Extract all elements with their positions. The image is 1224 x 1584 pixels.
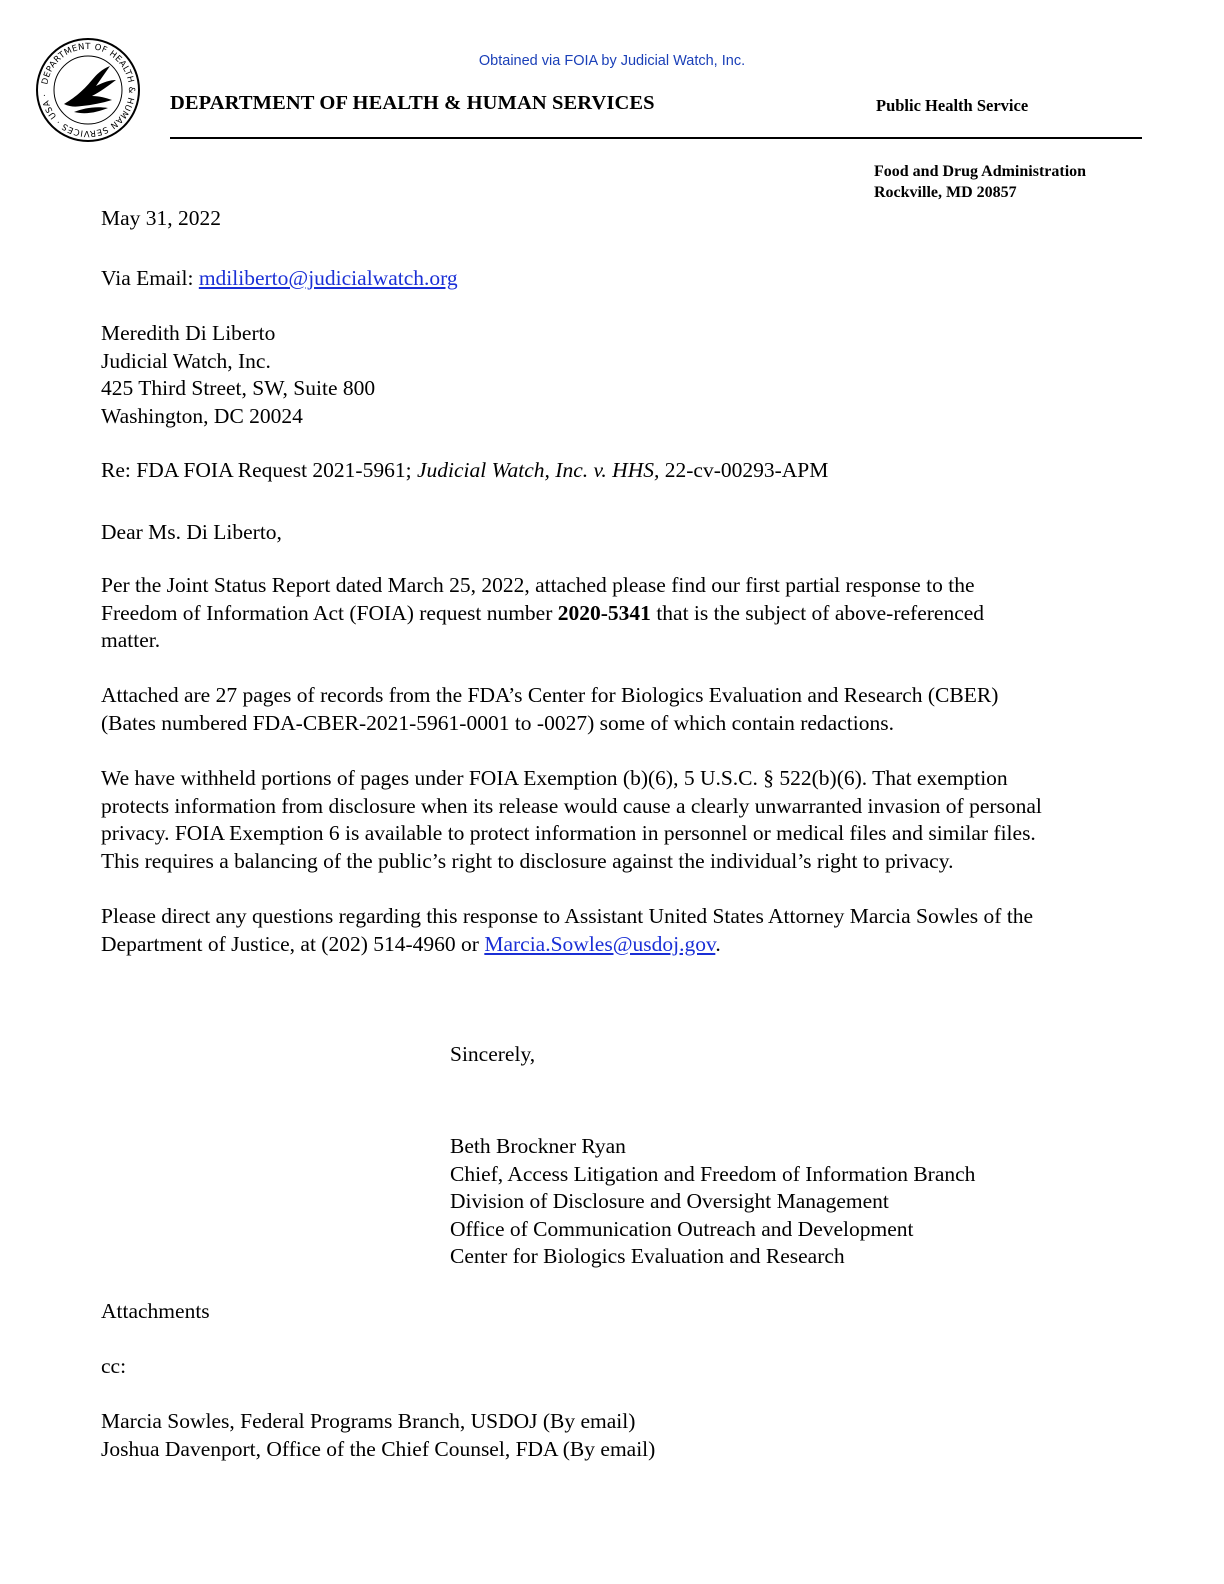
case-name: Judicial Watch, Inc. v. HHS, [416,458,660,482]
subject-line [101,457,1151,485]
subject-prefix: Re: FDA FOIA Request 2021-5961; [101,458,417,482]
paragraph-line: matter. [101,628,161,652]
via-email-line [101,265,1151,293]
case-number: 22-cv-00293-APM [659,458,829,482]
text-run: Department of Justice, at (202) 514-4960 or [101,931,485,956]
agency-city: Rockville, MD 20857 [874,184,1017,201]
recipient-name: Meredith Di Liberto [101,321,276,345]
attachments-label: Attachments [101,1299,210,1323]
signer-office: Office of Communication Outreach and Development [450,1216,914,1241]
via-email-label: Via Email: [101,266,199,290]
cc-label: cc: [101,1354,127,1378]
paragraph-line: privacy. FOIA Exemption 6 is available to protect information in personnel or medical files and similar files. [101,821,1036,845]
paragraph-response [101,572,1151,655]
paragraph-line: This requires a balancing of the public’s right to disclosure against the individual’s right to privacy. [101,848,954,873]
letter-date: May 31, 2022 [101,206,222,230]
paragraph-line [101,600,1151,628]
recipient-organization: Judicial Watch, Inc. [101,348,271,373]
paragraph-line: Attached are 27 pages of records from the FDA’s Center for Biologics Evaluation and Research (CBER) [101,683,999,707]
agency-name: Food and Drug Administration [874,163,1087,180]
hhs-seal-logo [34,36,142,144]
cc-list [101,1408,1151,1463]
text-run: . [715,931,721,956]
svg-text:DEPARTMENT OF HEALTH & HUMAN S: DEPARTMENT OF HEALTH & HUMAN SERVICES · USA · [40,41,137,139]
signer-title: Chief, Access Litigation and Freedom of Information Branch [450,1161,976,1186]
closing: Sincerely, [450,1042,536,1066]
paragraph-attachments [101,682,1151,737]
paragraph-contact [101,903,1151,958]
cc-recipient: Joshua Davenport, Office of the Chief Counsel, FDA (By email) [101,1436,656,1461]
paragraph-line [101,931,1151,959]
paragraph-line: We have withheld portions of pages under FOIA Exemption (b)(6), 5 U.S.C. § 522(b)(6). That exemption [101,766,1008,790]
public-health-service-label: Public Health Service [876,96,1029,115]
recipient-email-link[interactable]: mdiliberto@judicialwatch.org [198,266,458,290]
foia-watermark-note: Obtained via FOIA by Judicial Watch, Inc. [478,53,746,69]
cc-recipient: Marcia Sowles, Federal Programs Branch, USDOJ (By email) [101,1409,636,1433]
request-number: 2020-5341 [557,600,651,625]
text-run: that is the subject of above-referenced [650,600,985,625]
paragraph-line: (Bates numbered FDA-CBER-2021-5961-0001 to -0027) some of which contain redactions. [101,710,894,735]
signer-division: Division of Disclosure and Oversight Management [450,1189,889,1213]
header-divider [170,137,1142,139]
signer-center: Center for Biologics Evaluation and Research [450,1244,845,1268]
text-run: Freedom of Information Act (FOIA) request number [101,600,558,625]
signer-name: Beth Brockner Ryan [450,1134,626,1158]
doj-email-link[interactable]: Marcia.Sowles@usdoj.gov [484,931,716,956]
signature-block [450,1133,975,1271]
paragraph-line: Per the Joint Status Report dated March 25, 2022, attached please find our first partial response to the [101,573,975,597]
department-name: DEPARTMENT OF HEALTH & HUMAN SERVICES [170,92,655,114]
paragraph-exemption [101,765,1151,875]
recipient-address-block [101,320,1151,430]
agency-address-block [874,161,1086,203]
paragraph-line: protects information from disclosure when its release would cause a clearly unwarranted invasion of personal [101,793,1042,818]
recipient-city: Washington, DC 20024 [101,403,303,428]
recipient-street: 425 Third Street, SW, Suite 800 [101,376,376,400]
salutation: Dear Ms. Di Liberto, [101,520,282,544]
paragraph-line: Please direct any questions regarding this response to Assistant United States Attorney Marcia Sowles of the [101,904,1034,928]
